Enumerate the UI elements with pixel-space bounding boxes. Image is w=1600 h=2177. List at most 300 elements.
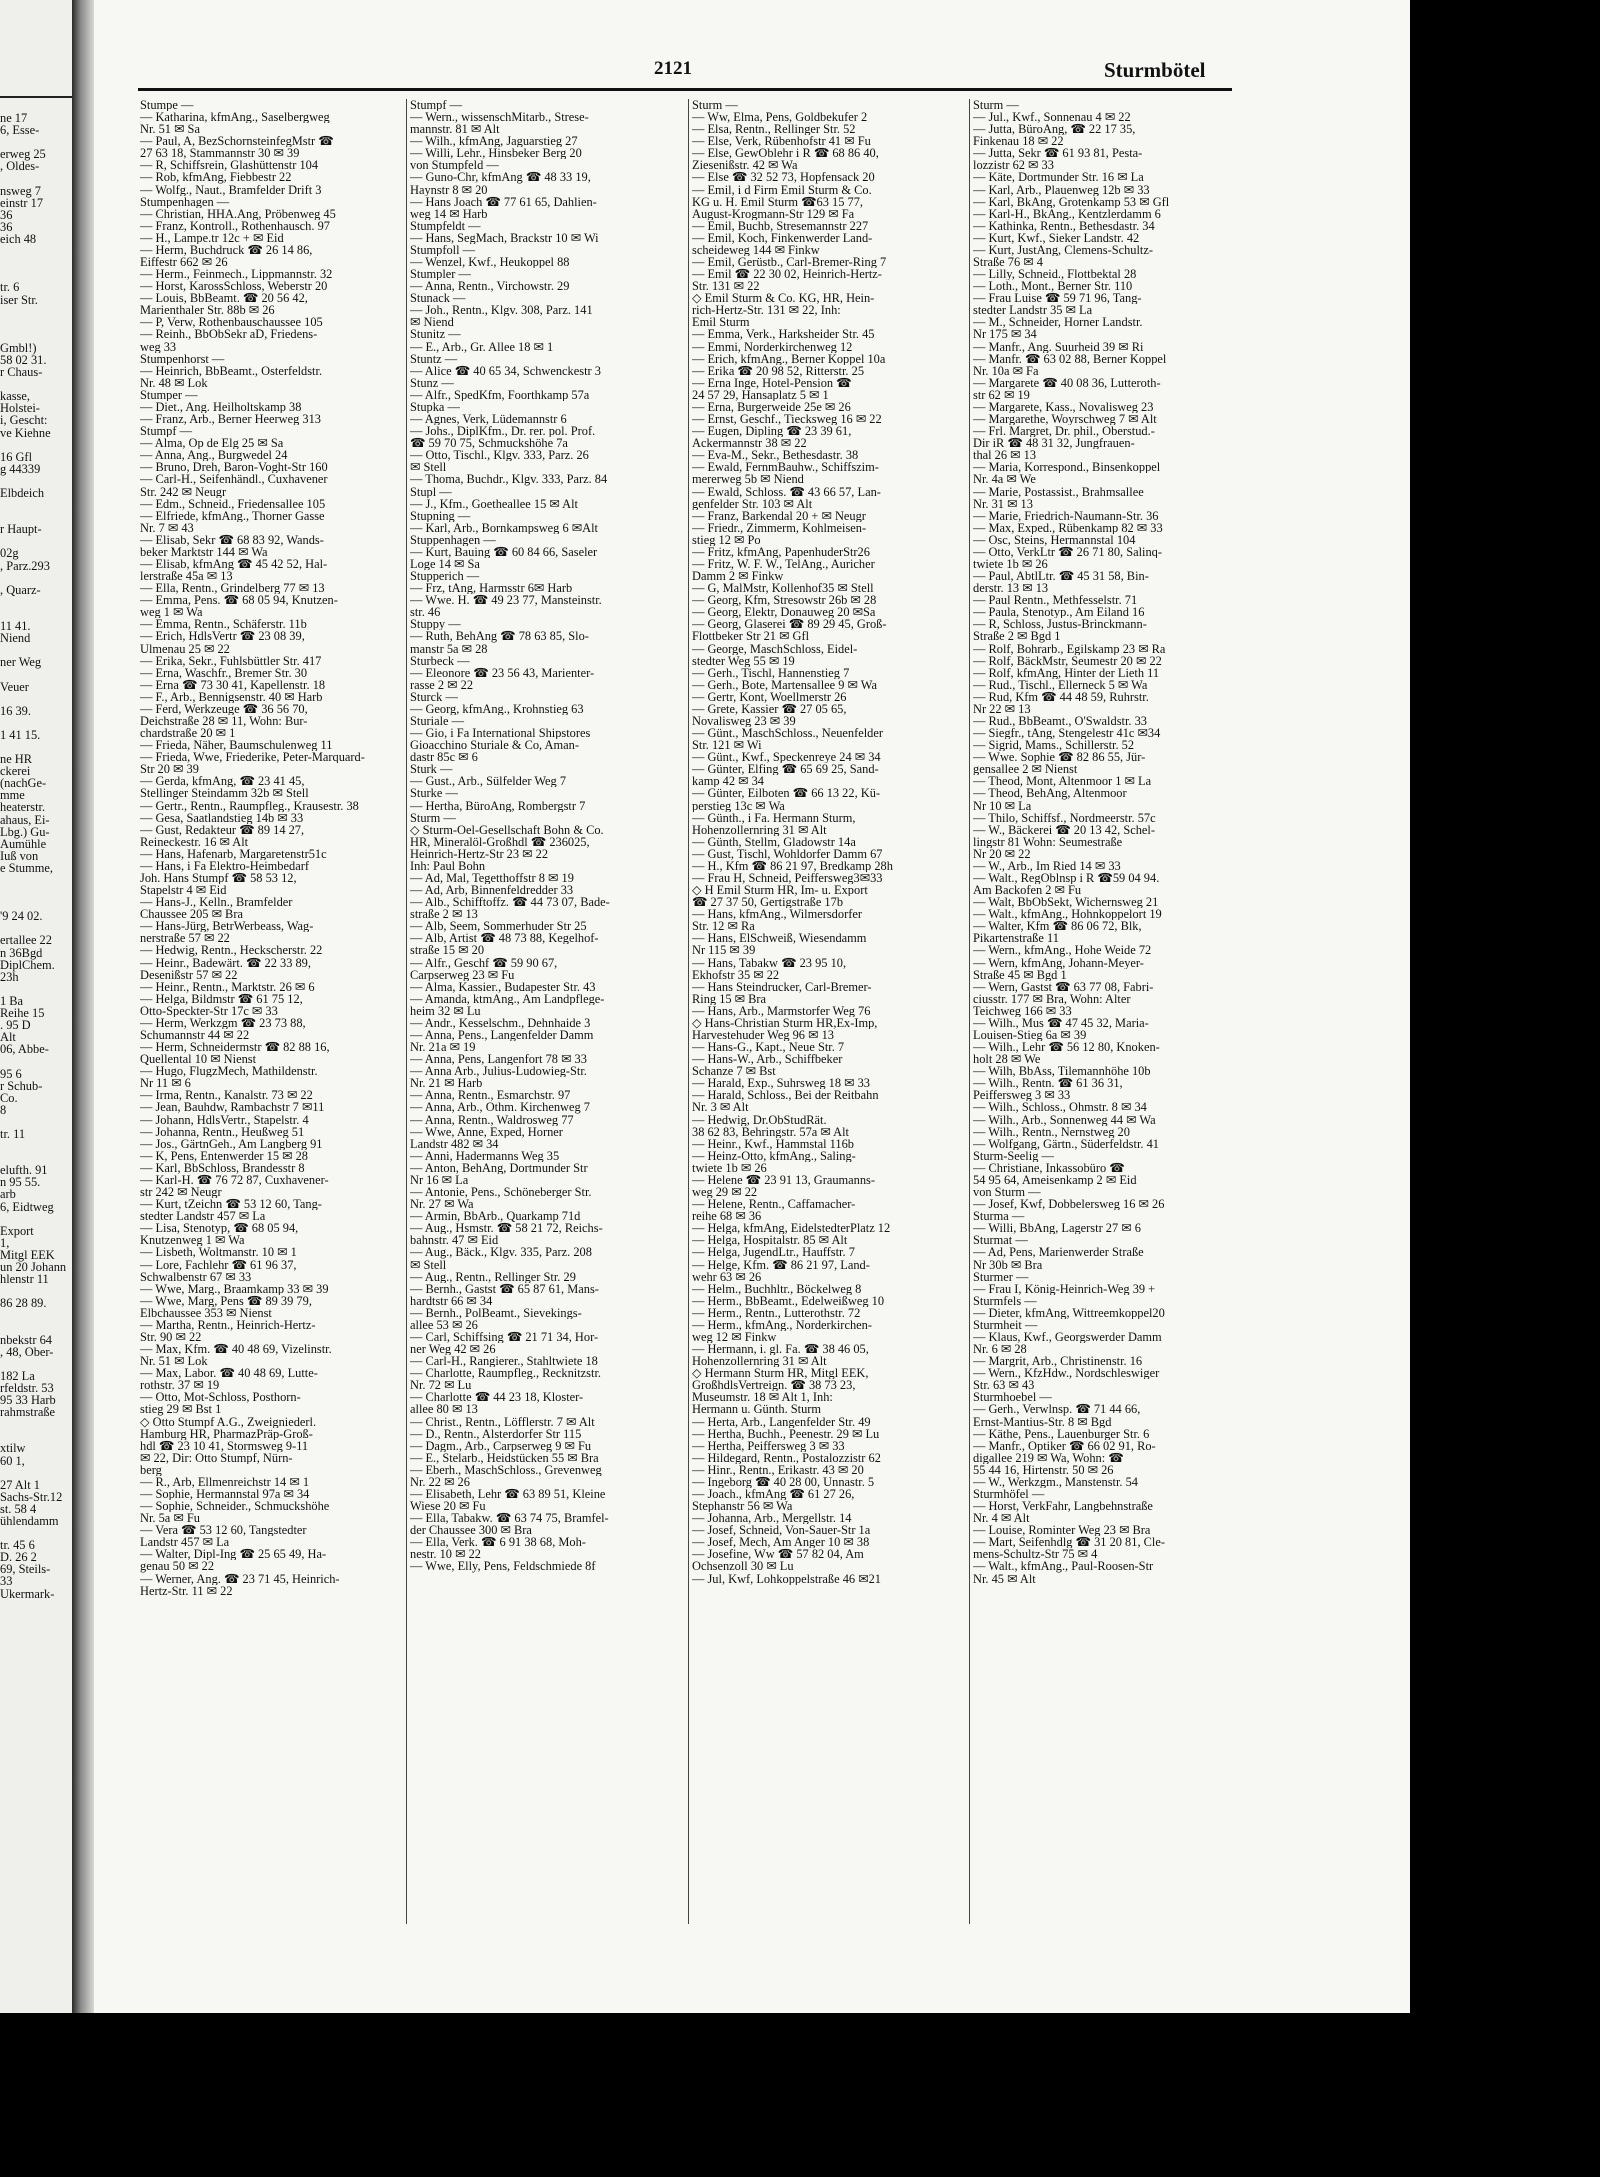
facing-page-line: Holstei-: [0, 401, 40, 416]
directory-entry-line: — Kathinka, Rentn., Bethesdastr. 34: [973, 219, 1155, 232]
directory-entry-line: — Irma, Rentn., Kanalstr. 73 ✉ 22: [140, 1089, 313, 1102]
directory-entry-line: — Helga, Bildmstr ☎ 61 75 12,: [140, 992, 303, 1005]
facing-page-line: [0, 173, 66, 185]
directory-entry-line: Stumpler —: [410, 268, 471, 281]
directory-entry-line: 27 63 18, Stammannstr 30 ✉ 39: [140, 147, 300, 160]
facing-page-line: 16 Gfl: [0, 449, 33, 464]
directory-entry-line: — Wwe, Marg., Braamkamp 33 ✉ 39: [140, 1282, 329, 1295]
directory-entry-line: — Max, Labor. ☎ 40 48 69, Lutte-: [140, 1367, 318, 1380]
directory-entry-line: Hohenzollernring 31 ✉ Alt: [692, 1355, 827, 1368]
directory-entry-line: — Ferd, Werkzeuge ☎ 36 56 70,: [140, 702, 308, 715]
directory-entry-line: — Erich, kfmAng., Berner Koppel 10a: [692, 352, 886, 365]
directory-entry-line: — G, MalMstr, Kollenhof35 ✉ Stell: [692, 582, 874, 595]
facing-page-line: nbekstr 64: [0, 1332, 52, 1347]
directory-entry-line: — Hans-Jürg, BetrWerbeass, Wag-: [140, 920, 314, 933]
directory-entry-line: — H., Lampe.tr 12c + ✉ Eid: [140, 231, 284, 244]
directory-entry-line: — Erna, Waschfr., Bremer Str. 30: [140, 666, 308, 679]
directory-entry-line: — Johann, HdlsVertr., Stapelstr. 4: [140, 1113, 309, 1126]
facing-page-line: ertallee 22: [0, 933, 52, 948]
directory-entry-line: — Louis, BbBeamt. ☎ 20 56 42,: [140, 292, 308, 305]
directory-entry-line: — Walt., kfmAng., Hohnkoppelort 19: [973, 908, 1162, 921]
facing-page-line: 6, Eidtweg: [0, 1199, 54, 1214]
directory-entry-line: ◇ Emil Sturm & Co. KG, HR, Hein-: [692, 292, 875, 305]
directory-entry-line: — Georg, Elektr, Donauweg 20 ✉Sa: [692, 606, 876, 619]
directory-entry-line: — R, Schiffsrein, Glashüttenstr 104: [140, 159, 319, 172]
facing-page-line: r Chaus-: [0, 365, 43, 380]
directory-entry-line: Stumpf —: [140, 425, 192, 438]
directory-entry-line: — Frau I, König-Heinrich-Weg 39 +: [973, 1282, 1156, 1295]
directory-entry-line: Sturmfels —: [973, 1294, 1037, 1307]
directory-entry-line: Str. 12 ✉ Ra: [692, 920, 755, 933]
directory-entry-line: — Manfr., Ang. Suurheid 39 ✉ Ri: [973, 340, 1144, 353]
directory-entry-line: — Josef, Mech, Am Anger 10 ✉ 38: [692, 1536, 870, 1549]
directory-entry-line: Haynstr 8 ✉ 20: [410, 183, 488, 196]
directory-entry-line: — Alma, Kassier., Budapester Str. 43: [410, 980, 596, 993]
directory-entry-line: — Charlotte, Raumpfleg., Recknitzstr.: [410, 1367, 601, 1380]
facing-page-line: ahaus, Ei-: [0, 812, 50, 827]
facing-page-line: 33: [0, 1574, 13, 1589]
directory-entry-line: — Alb., Schifftoffz. ☎ 44 73 07, Bade-: [410, 896, 610, 909]
directory-entry-line: Stumpenhorst —: [140, 352, 225, 365]
directory-entry-line: Sturm —: [410, 811, 456, 824]
facing-page-line: [0, 318, 66, 330]
facing-page-line: erweg 25: [0, 147, 46, 162]
directory-entry-line: — Hedwig, Dr.ObStudRät.: [692, 1113, 827, 1126]
directory-entry-line: Nr 11 ✉ 6: [140, 1077, 191, 1090]
directory-entry-line: — Emmi, Norderkirchenweg 12: [692, 340, 853, 353]
facing-page-line: [0, 245, 66, 257]
directory-entry-line: Stuppy —: [410, 618, 461, 631]
directory-entry-line: — Rud., BbBeamt., O'Swaldstr. 33: [973, 714, 1147, 728]
directory-entry-line: — Anna, Rentn., Virchowstr. 29: [410, 280, 570, 293]
directory-entry-line: — Louise, Rominter Weg 23 ✉ Bra: [973, 1524, 1151, 1537]
directory-entry-line: Stupl —: [410, 485, 452, 498]
directory-entry-line: — Kurt, JustAng, Clemens-Schultz-: [973, 243, 1153, 257]
directory-entry-line: Nr. 48 ✉ Lok: [140, 376, 208, 389]
directory-entry-line: — Reinh., BbObSekr aD, Friedens-: [140, 328, 318, 341]
directory-entry-line: — Lisa, Stenotyp, ☎ 68 05 94,: [140, 1222, 299, 1235]
directory-entry-line: — Walter, Kfm ☎ 86 06 72, Blk,: [973, 920, 1142, 933]
directory-entry-line: — Siegfr., tAng, Stengelestr 41c ✉34: [973, 727, 1161, 740]
directory-entry-line: ◇ Sturm-Oel-Gesellschaft Bohn & Co.: [410, 823, 604, 836]
facing-page-line: Reihe 15: [0, 1006, 45, 1021]
directory-entry-line: weg 1 ✉ Wa: [140, 606, 203, 619]
directory-entry-line: rich-Hertz-Str. 131 ✉ 22, Inh:: [692, 304, 841, 317]
directory-entry-line: — Ewald, Schloss. ☎ 43 66 57, Lan-: [692, 485, 881, 498]
directory-entry-line: — Käte, Dortmunder Str. 16 ✉ La: [973, 171, 1144, 184]
directory-entry-line: GroßhdlsVertreign. ☎ 38 73 23,: [692, 1379, 856, 1392]
directory-entry-line: Gioacchino Sturiale & Co, Aman-: [410, 739, 579, 752]
facing-page-line: Mitgl EEK: [0, 1247, 55, 1262]
directory-entry-line: — Herm, Werkzgm ☎ 23 73 88,: [140, 1016, 306, 1030]
directory-column-1: [140, 99, 403, 1597]
directory-entry-line: — Hans, Hafenarb, Margaretenstr51c: [140, 847, 327, 860]
directory-entry-line: — Ad, Mal, Tegetthoffstr 8 ✉ 19: [410, 872, 574, 885]
directory-entry-line: — Sophie, Schneider., Schmuckshöhe: [140, 1500, 330, 1513]
directory-entry-line: stieg 29 ✉ Bst 1: [140, 1403, 222, 1416]
facing-page-line: Co.: [0, 1090, 18, 1105]
directory-entry-line: — Charlotte ☎ 44 23 18, Kloster-: [410, 1391, 584, 1404]
directory-entry-line: — Martha, Rentn., Heinrich-Hertz-: [140, 1318, 316, 1331]
directory-entry-line: Sturke —: [410, 787, 458, 800]
directory-entry-line: — Fritz, W. F. W., TelAng., Auricher: [692, 557, 875, 571]
directory-entry-line: — Frieda, Näher, Baumschulenweg 11: [140, 739, 333, 752]
directory-entry-line: ◇ Hans-Christian Sturm HR,Ex-Imp,: [692, 1016, 878, 1030]
directory-entry-line: Str. 131 ✉ 22: [692, 280, 760, 293]
directory-entry-line: — Heinr., Kwf., Hammstal 116b: [692, 1137, 854, 1150]
directory-entry-line: str 62 ✉ 19: [973, 388, 1030, 401]
directory-entry-line: Hermann u. Günth. Sturm: [692, 1403, 822, 1416]
directory-entry-line: — Alice ☎ 40 65 34, Schwenckestr 3: [410, 364, 601, 377]
directory-entry-line: ☎ 27 37 50, Gertigstraße 17b: [692, 896, 844, 909]
directory-entry-line: — Karl-H. ☎ 76 72 87, Cuxhavener-: [140, 1173, 329, 1187]
facing-page-line: i, Gescht:: [0, 413, 48, 428]
directory-entry-line: Stumpenhagen —: [140, 195, 230, 208]
directory-entry-line: — Karl-H., BkAng., Kentzlerdamm 6: [973, 207, 1161, 220]
facing-page-line: ckerei: [0, 764, 31, 779]
facing-page-line: iser Str.: [0, 292, 38, 307]
directory-entry-line: allee 80 ✉ 13: [410, 1403, 478, 1416]
directory-entry-line: Nr. 4a ✉ We: [973, 473, 1036, 486]
directory-entry-line: — Elisab, Sekr ☎ 68 83 92, Wands-: [140, 533, 324, 546]
directory-entry-line: — Fritz, kfmAng, PapenhuderStr26: [692, 545, 870, 558]
directory-entry-line: str 242 ✉ Neugr: [140, 1186, 222, 1199]
facing-page-line: rahmstraße: [0, 1405, 56, 1420]
directory-entry-line: Nr. 4 ✉ Alt: [973, 1512, 1030, 1525]
directory-entry-line: Stumpf —: [410, 99, 462, 112]
directory-entry-line: — Lore, Fachlehr ☎ 61 96 37,: [140, 1258, 297, 1271]
directory-entry-line: — Mart, Seifenhdlg ☎ 31 20 81, Cle-: [973, 1536, 1165, 1549]
column-divider: [406, 99, 407, 1924]
directory-entry-line: digallee 219 ✉ Wa, Wohn: ☎: [973, 1451, 1124, 1464]
directory-entry-line: Stupka —: [410, 400, 460, 414]
facing-page-rule: [0, 96, 72, 98]
directory-entry-line: Nr. 10a ✉ Fa: [973, 364, 1039, 377]
facing-page-line: 69, Steils-: [0, 1562, 51, 1577]
directory-entry-line: Hamburg HR, PharmazPräp-Groß-: [140, 1427, 313, 1440]
directory-entry-line: Ekhofstr 35 ✉ 22: [692, 968, 780, 981]
facing-page-line: , 48, Ober-: [0, 1344, 54, 1359]
directory-entry-line: — Gesa, Saatlandstieg 14b ✉ 33: [140, 811, 304, 824]
directory-entry-line: — D., Rentn., Alsterdorfer Str 115: [410, 1427, 582, 1440]
directory-entry-line: von Stumpfeld —: [410, 159, 499, 172]
directory-entry-line: Stuppenhagen —: [410, 533, 496, 546]
directory-entry-line: Ziesenißstr. 42 ✉ Wa: [692, 159, 798, 172]
page-number: 2121: [654, 58, 692, 79]
directory-entry-line: — Johs., DiplKfm., Dr. rer. pol. Prof.: [410, 425, 596, 438]
directory-entry-line: — Alma, Op de Elg 25 ✉ Sa: [140, 437, 284, 450]
directory-entry-line: perstieg 13c ✉ Wa: [692, 799, 785, 812]
directory-entry-line: — Georg, Kfm, Stresowstr 26b ✉ 28: [692, 594, 877, 607]
directory-entry-line: lozzistr 62 ✉ 33: [973, 159, 1054, 172]
directory-entry-line: — Hermann, i. gl. Fa. ☎ 38 46 05,: [692, 1343, 869, 1356]
directory-entry-line: — Paul, A, BezSchornsteinfegMstr ☎: [140, 135, 334, 148]
directory-entry-line: — Johanna, Rentn., Heußweg 51: [140, 1125, 305, 1138]
facing-page-line: Sachs-Str.12: [0, 1489, 63, 1504]
facing-page-line: 02g: [0, 546, 19, 561]
directory-entry-line: — Elisab, kfmAng ☎ 45 42 52, Hal-: [140, 557, 328, 571]
facing-page-line: [0, 596, 66, 608]
directory-entry-line: — Sigrid, Mams., Schillerstr. 52: [973, 739, 1135, 752]
directory-entry-line: — Hans-G., Kapt., Neue Str. 7: [692, 1041, 845, 1054]
directory-entry-line: — Paula, Stenotyp., Am Eiland 16: [973, 606, 1145, 619]
directory-entry-line: — Hans, i Fa Elektro-Heimbedarf: [140, 859, 309, 872]
directory-entry-line: Straße 76 ✉ 4: [973, 256, 1043, 269]
facing-page-line: [0, 439, 66, 451]
directory-entry-line: — Paul, AbtlLtr. ☎ 45 31 58, Bin-: [973, 570, 1149, 583]
directory-entry-line: Ernst-Mantius-Str. 8 ✉ Bgd: [973, 1415, 1112, 1428]
directory-entry-line: — Anna, Rentn., Esmarchstr. 97: [410, 1089, 571, 1102]
directory-entry-line: — Wenzel, Kwf., Heukoppel 88: [410, 256, 570, 269]
directory-entry-line: — Ingeborg ☎ 40 28 00, Unnastr. 5: [692, 1475, 875, 1488]
directory-entry-line: — Ernst, Geschf., Tiecksweg 16 ✉ 22: [692, 413, 882, 426]
directory-entry-line: — Carl-H., Seifenhändl., Cuxhavener: [140, 473, 328, 486]
directory-entry-line: Nr 22 ✉ 13: [973, 702, 1031, 715]
directory-entry-line: ✉ Stell: [410, 1258, 447, 1271]
directory-entry-line: Stupperich —: [410, 570, 480, 583]
directory-entry-line: — H., Kfm ☎ 86 21 97, Bredkamp 28h: [692, 859, 893, 872]
header-rule: [138, 88, 1232, 91]
directory-entry-line: — Aug., Rentn., Rellinger Str. 29: [410, 1270, 576, 1283]
directory-entry-line: Nr. 6 ✉ 28: [973, 1343, 1027, 1356]
directory-entry-line: — Wilh., Lehr ☎ 56 12 80, Knoken-: [973, 1041, 1160, 1054]
facing-page-line: Veuer: [0, 679, 29, 694]
directory-entry-line: — Osc, Steins, Hermannstal 104: [973, 533, 1136, 546]
directory-entry-line: — Kurt, Kwf., Sieker Landstr. 42: [973, 231, 1140, 244]
directory-entry-line: Nr. 7 ✉ 43: [140, 521, 194, 534]
directory-entry-line: mererweg 5b ✉ Niend: [692, 473, 804, 486]
directory-entry-line: Sturmer —: [973, 1270, 1029, 1283]
facing-page-line: einstr 17: [0, 195, 44, 210]
facing-page-line: heaterstr.: [0, 800, 46, 815]
directory-entry-line: — Gerda, kfmAng, ☎ 23 41 45,: [140, 775, 305, 788]
directory-entry-line: — Hugo, FlugzMech, Mathildenstr.: [140, 1065, 318, 1078]
directory-entry-line: Nr. 21a ✉ 19: [410, 1041, 476, 1054]
directory-entry-line: — Frl. Margret, Dr. phil., Oberstud.-: [973, 425, 1155, 438]
directory-entry-line: — Herm., Feinmech., Lippmannstr. 32: [140, 268, 333, 281]
facing-page-line: [0, 257, 66, 269]
directory-entry-line: — Helga, Hospitalstr. 85 ✉ Alt: [692, 1234, 848, 1247]
directory-entry-line: — Wilh., Schloss., Ohmstr. 8 ✉ 34: [973, 1101, 1147, 1114]
directory-entry-line: — Jul., Kwf., Sonnenau 4 ✉ 22: [973, 111, 1131, 124]
facing-page-line: 11 41.: [0, 619, 31, 634]
directory-entry-line: — Margarethe, Woyrschweg 7 ✉ Alt: [973, 413, 1157, 426]
directory-entry-line: — Karl, Arb., Plauenweg 12b ✉ 33: [973, 183, 1150, 196]
directory-entry-line: — Emil, Buchb, Stresemannstr 227: [692, 219, 869, 232]
facing-page-line: [0, 499, 66, 511]
directory-entry-line: — Rud., Tischl., Ellerneck 5 ✉ Wa: [973, 678, 1148, 691]
facing-page-line: 95 6: [0, 1066, 22, 1081]
directory-entry-line: — Edm., Schneid., Friedensallee 105: [140, 497, 326, 510]
facing-page-line: [0, 1309, 66, 1321]
directory-entry-line: Flottbeker Str 21 ✉ Gfl: [692, 630, 810, 643]
directory-entry-line: — Armin, BbArb., Quarkamp 71d: [410, 1210, 581, 1223]
directory-entry-line: — Wern, kfmAng, Johann-Meyer-: [973, 956, 1144, 969]
directory-entry-line: lerstraße 45a ✉ 13: [140, 570, 233, 583]
facing-page-line: un 20 Johann: [0, 1260, 67, 1274]
directory-entry-line: Landstr 457 ✉ La: [140, 1536, 230, 1549]
directory-entry-line: — Käthe, Pens., Lauenburger Str. 6: [973, 1427, 1150, 1440]
directory-entry-line: — Erich, HdlsVertr ☎ 23 08 39,: [140, 630, 305, 643]
facing-page-line: Lbg.) Gu-: [0, 824, 50, 839]
directory-entry-line: kamp 42 ✉ 34: [692, 775, 764, 788]
facing-page-line: [0, 1140, 66, 1152]
directory-entry-line: Joh. Hans Stumpf ☎ 58 53 12,: [140, 872, 297, 885]
facing-page-line: ve Kiehne: [0, 425, 51, 440]
directory-entry-line: — Jutta, Sekr ☎ 61 93 81, Pesta-: [973, 147, 1143, 160]
directory-entry-line: ◇ H Emil Sturm HR, Im- u. Export: [692, 884, 868, 897]
directory-entry-line: — Gust, Tischl, Wohldorfer Damm 67: [692, 847, 883, 860]
directory-entry-line: — Grete, Kassier ☎ 27 05 65,: [692, 702, 847, 715]
directory-entry-line: — Frau H, Schneid, Peiffersweg3✉33: [692, 872, 883, 885]
directory-column-2: [410, 99, 685, 1573]
directory-entry-line: — Rolf, Bohrarb., Egilskamp 23 ✉ Ra: [973, 642, 1166, 655]
directory-entry-line: — Walt., kfmAng., Paul-Roosen-Str: [973, 1560, 1154, 1573]
facing-page-line: 86 28 89.: [0, 1296, 47, 1311]
directory-entry-line: — Paul Rentn., Methfesselstr. 71: [973, 594, 1138, 607]
directory-entry-line: — Rob, kfmAng, Fiebbestr 22: [140, 171, 292, 184]
facing-page-line: mme: [0, 788, 25, 803]
directory-entry-line: — Else, GewOblehr i R ☎ 68 86 40,: [692, 147, 879, 160]
directory-entry-line: Nr. 27 ✉ Wa: [410, 1198, 474, 1211]
directory-entry-line: — Anna, Pens., Langenfelder Damm: [410, 1029, 594, 1042]
directory-entry-line: — Karl, BkAng, Grotenkamp 53 ✉ Gfl: [973, 195, 1170, 208]
facing-page-line: r Haupt-: [0, 522, 42, 537]
facing-page-line: [0, 886, 66, 898]
facing-page-line: Gmbl!): [0, 340, 37, 355]
directory-entry-line: — Hans, SegMach, Brackstr 10 ✉ Wi: [410, 231, 599, 244]
directory-entry-line: — Rud, Kfm ☎ 44 48 59, Ruhrstr.: [973, 690, 1149, 703]
directory-entry-line: — Anna, Ang., Burgwedel 24: [140, 449, 288, 462]
directory-entry-line: — Carl-H., Rangierer., Stahltwiete 18: [410, 1355, 598, 1368]
facing-page-line: arb: [0, 1187, 16, 1202]
directory-entry-line: — Margarete, Kass., Novalisweg 23: [973, 400, 1154, 414]
facing-page-line: [0, 874, 66, 886]
facing-page-line: e Stumme,: [0, 860, 53, 875]
directory-entry-line: Straße 2 ✉ Bgd 1: [973, 630, 1061, 643]
directory-entry-line: — Walt, BbObSekt, Wichernsweg 21: [973, 896, 1159, 909]
directory-entry-line: twiete 1b ✉ 26: [973, 557, 1048, 571]
directory-entry-line: — Otto, Tischl., Klgv. 333, Parz. 26: [410, 449, 589, 462]
directory-entry-line: genau 50 ✉ 22: [140, 1560, 215, 1573]
directory-entry-line: Landstr 482 ✉ 34: [410, 1137, 499, 1150]
directory-entry-line: — Wilh., Rentn. ☎ 61 36 31,: [973, 1077, 1123, 1090]
facing-page-line: D. 26 2: [0, 1550, 37, 1565]
facing-page-line: DiplChem.: [0, 957, 55, 972]
directory-entry-line: — Wwe. H. ☎ 49 23 77, Mansteinstr.: [410, 594, 602, 607]
directory-entry-line: — Lisbeth, Woltmanstr. 10 ✉ 1: [140, 1246, 297, 1259]
facing-page-line: [0, 1321, 66, 1333]
directory-entry-line: — Amanda, ktmAng., Am Landpflege-: [410, 992, 605, 1005]
directory-entry-line: stieg 12 ✉ Po: [692, 533, 761, 546]
scan-border-bottom: [0, 2013, 1600, 2177]
directory-entry-line: chardstraße 20 ✉ 1: [140, 727, 236, 740]
directory-entry-line: Nr. 21 ✉ Harb: [410, 1077, 483, 1090]
directory-entry-line: Stupning —: [410, 509, 471, 522]
directory-entry-line: — Hans Steindrucker, Carl-Bremer-: [692, 980, 872, 993]
directory-entry-line: — Alfr., SpedKfm, Foorthkamp 57a: [410, 388, 590, 401]
directory-entry-line: — Anna Arb., Julius-Ludowieg-Str.: [410, 1065, 587, 1078]
directory-entry-line: — Hans, Tabakw ☎ 23 95 10,: [692, 956, 847, 969]
directory-entry-line: ◇ Hermann Sturm HR, Mitgl EEK,: [692, 1367, 869, 1380]
directory-entry-line: — Georg, kfmAng., Krohnstieg 63: [410, 702, 584, 715]
directory-entry-line: — Ad, Arb, Binnenfeldredder 33: [410, 884, 574, 897]
directory-entry-line: — Herm, Schneidermstr ☎ 82 88 16,: [140, 1041, 330, 1054]
directory-entry-line: — Antonie, Pens., Schöneberger Str.: [410, 1186, 592, 1199]
facing-page-line: tr. 45 6: [0, 1538, 35, 1553]
directory-entry-line: — K, Pens, Entenwerder 15 ✉ 28: [140, 1149, 308, 1162]
directory-entry-line: Am Backofen 2 ✉ Fu: [973, 884, 1082, 897]
directory-entry-line: Reineckestr. 16 ✉ Alt: [140, 835, 249, 848]
directory-entry-line: Stephanstr 56 ✉ Wa: [692, 1500, 793, 1513]
directory-entry-line: — Emil ☎ 22 30 02, Heinrich-Hertz-: [692, 268, 882, 281]
facing-page-line: eich 48: [0, 232, 37, 247]
directory-entry-line: Stellinger Steindamm 32b ✉ Stell: [140, 787, 309, 800]
directory-entry-line: — Manfr., Optiker ☎ 66 02 91, Ro-: [973, 1439, 1156, 1452]
directory-entry-line: Nr 16 ✉ La: [410, 1173, 469, 1187]
directory-entry-line: Sturma —: [973, 1210, 1025, 1223]
facing-page-line: 6, Esse-: [0, 123, 40, 138]
directory-entry-line: Nr. 22 ✉ 26: [410, 1475, 470, 1488]
directory-entry-line: stedter Landstr 35 ✉ La: [973, 304, 1093, 317]
facing-page-line: 06, Abbe-: [0, 1042, 49, 1057]
directory-entry-line: Knutzenweg 1 ✉ Wa: [140, 1234, 245, 1247]
directory-entry-line: — Aug., Hsmstr. ☎ 58 21 72, Reichs-: [410, 1222, 603, 1235]
directory-entry-line: — Frieda, Wwe, Friederike, Peter-Marquard-: [140, 751, 365, 764]
directory-entry-line: Stunack —: [410, 292, 466, 305]
directory-entry-line: — Wolfg., Naut., Bramfelder Drift 3: [140, 183, 322, 196]
directory-entry-line: — Erna ☎ 73 30 41, Kapellenstr. 18: [140, 678, 326, 691]
directory-entry-line: — F., Arb., Bennigsenstr. 40 ✉ Harb: [140, 690, 323, 703]
directory-entry-line: — W., Arb., Im Ried 14 ✉ 33: [973, 859, 1121, 872]
facing-page-line: 36: [0, 207, 13, 222]
directory-entry-line: 38 62 83, Behringstr. 57a ✉ Alt: [692, 1125, 849, 1138]
directory-entry-line: — Maria, Korrespond., Binsenkoppel: [973, 461, 1161, 474]
directory-entry-line: — Lilly, Schneid., Flottbektal 28: [973, 268, 1137, 281]
facing-page-line: Iuß von: [0, 848, 39, 863]
directory-entry-line: — Max, Kfm. ☎ 40 48 69, Vizelinstr.: [140, 1343, 332, 1356]
directory-entry-line: nerstraße 57 ✉ 22: [140, 932, 230, 945]
directory-entry-line: — Heinr., Badewärt. ☎ 22 33 89,: [140, 956, 311, 969]
directory-entry-line: rasse 2 ✉ 22: [410, 678, 474, 691]
directory-entry-line: Inh: Paul Bohn: [410, 859, 486, 872]
directory-entry-line: — Hans, ElSchweiß, Wiesendamm: [692, 932, 867, 945]
directory-entry-line: — George, MaschSchloss, Eidel-: [692, 642, 858, 655]
directory-entry-line: — Dagm., Arb., Carpserweg 9 ✉ Fu: [410, 1439, 592, 1452]
directory-entry-line: — Hans Joach ☎ 77 61 65, Dahlien-: [410, 195, 597, 208]
directory-entry-line: — Jean, Bauhdw, Rambachstr 7 ✉11: [140, 1101, 325, 1114]
directory-entry-line: — Hertha, BüroAng, Rombergstr 7: [410, 799, 586, 812]
directory-entry-line: weg 33: [140, 340, 177, 353]
directory-entry-line: Nr 175 ✉ 34: [973, 328, 1037, 341]
directory-entry-line: — Franz, Barkendal 20 + ✉ Neugr: [692, 509, 866, 522]
directory-entry-line: Stapelstr 4 ✉ Eid: [140, 884, 227, 897]
directory-entry-line: Marienthaler Str. 88b ✉ 26: [140, 304, 275, 317]
facing-page-line: n 95 55.: [0, 1175, 41, 1190]
directory-entry-line: Nr. 51 ✉ Sa: [140, 123, 200, 136]
facing-page-line: [0, 1418, 66, 1430]
directory-entry-line: von Sturm —: [973, 1186, 1041, 1199]
directory-entry-line: — Elsa, Rentn., Rellinger Str. 52: [692, 123, 856, 136]
directory-entry-line: — Hertha, Buchh., Peenestr. 29 ✉ Lu: [692, 1427, 880, 1440]
directory-entry-line: — Harald, Schloss., Bei der Reitbahn: [692, 1089, 879, 1102]
directory-entry-line: — Harald, Exp., Suhrsweg 18 ✉ 33: [692, 1077, 870, 1090]
directory-entry-line: twiete 1b ✉ 26: [692, 1161, 767, 1174]
directory-entry-line: — Hertha, Peiffersweg 3 ✉ 33: [692, 1439, 845, 1452]
facing-page-line: 1 41 15.: [0, 727, 41, 742]
directory-entry-line: — Wern., wissenschMitarb., Strese-: [410, 111, 589, 124]
directory-entry-line: — Heinrich, BbBeamt., Osterfeldstr.: [140, 364, 323, 377]
